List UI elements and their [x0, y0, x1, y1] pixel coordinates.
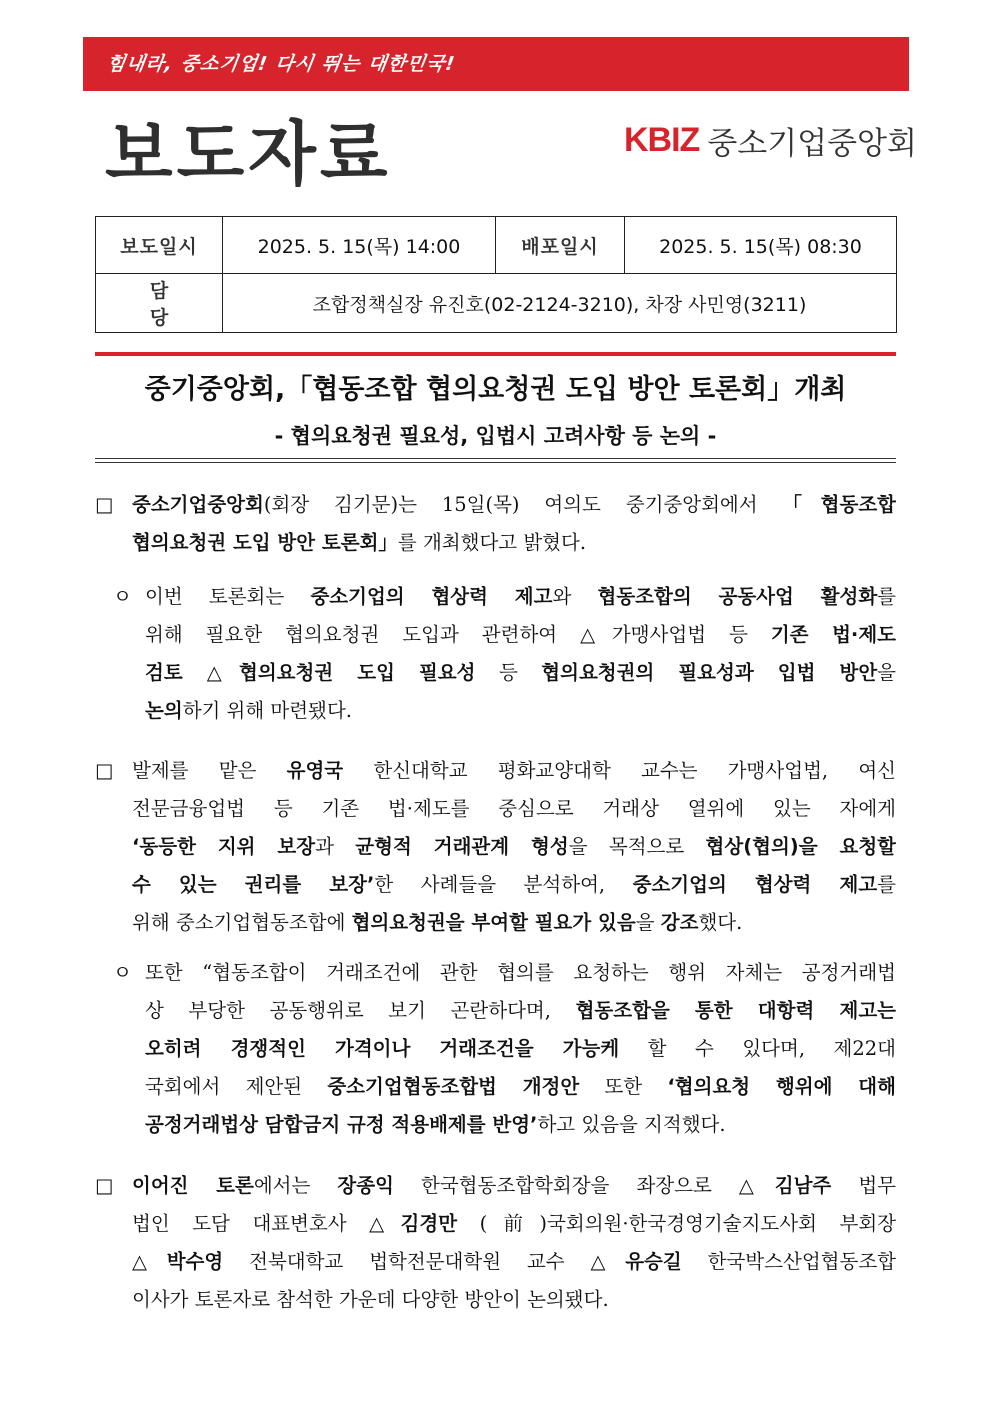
text-line: ‘동등한 지위 보장과 균형적 거래관계 형성을 목적으로 협상(협의)을 요청할 [132, 835, 896, 858]
text-line: 위해 필요한 협의요청권 도입과 관련하여 △가맹사업법 등 기존 법·제도 [145, 623, 896, 646]
subheadline: - 협의요청권 필요성, 입법시 고려사항 등 논의 - [274, 424, 717, 448]
text-line: 이어진 토론에서는 장종익 한국협동조합학회장을 좌장으로 △김남주 법무 [132, 1174, 896, 1197]
text-line: 상 부당한 공동행위로 보기 곤란하다며, 협동조합을 통한 대항력 제고는 [145, 999, 896, 1022]
text-line: 공정거래법상 담합금지 규정 적용배제를 반영’하고 있음을 지적했다. [145, 1113, 726, 1136]
square-bullet: □ [95, 1174, 114, 1197]
paragraph-2-detail [95, 954, 896, 1144]
text-line: 오히려 경쟁적인 가격이나 거래조건을 가능케 할 수 있다며, 제22대 [145, 1037, 896, 1060]
distribute-date-value: 2025. 5. 15(목) 08:30 [625, 217, 897, 274]
slogan-banner [83, 37, 909, 91]
square-bullet: □ [95, 759, 114, 782]
headline: 중기중앙회,「협동조합 협의요청권 도입 방안 토론회」개최 [144, 374, 847, 405]
release-date-value: 2025. 5. 15(목) 14:00 [223, 217, 496, 274]
paragraph-2 [95, 752, 896, 942]
logo-name: 중소기업중앙회 [707, 126, 917, 162]
logo-mark: KBIZ [624, 121, 700, 159]
square-bullet: □ [95, 493, 114, 516]
text-line: 중소기업중앙회(회장 김기문)는 15일(목) 여의도 중기중앙회에서 「협동조합 [132, 493, 896, 516]
release-info-table [95, 216, 897, 333]
distribute-date-label: 배포일시 [496, 217, 625, 274]
contact-value: 조합정책실장 유진호(02-2124-3210), 차장 사민영(3211) [223, 274, 897, 333]
text-line: 법인 도담 대표변호사 △김경만 (前)국회의원·한국경영기술지도사회 부회장 [132, 1212, 896, 1235]
text-line: △박수영 전북대학교 법학전문대학원 교수 △유승길 한국박스산업협동조합 [132, 1250, 896, 1273]
paragraph-1 [95, 486, 896, 562]
paragraph-3 [95, 1167, 896, 1319]
release-date-label: 보도일시 [96, 217, 223, 274]
paragraph-1-detail [95, 578, 896, 730]
text-line: 국회에서 제안된 중소기업협동조합법 개정안 또한 ‘협의요청 행위에 대해 [145, 1075, 896, 1098]
text-line: 검토 △협의요청권 도입 필요성 등 협의요청권의 필요성과 입법 방안을 [145, 661, 896, 684]
red-divider [95, 352, 896, 356]
circle-bullet: ㅇ [113, 585, 132, 608]
text-line: 또한 “협동조합이 거래조건에 관한 협의를 요청하는 행위 자체는 공정거래법 [145, 961, 896, 984]
kbiz-logo [624, 118, 917, 162]
text-line: 논의하기 위해 마련됐다. [145, 699, 352, 722]
text-line: 위해 중소기업협동조합에 협의요청권을 부여할 필요가 있음을 강조했다. [132, 911, 743, 934]
text-line: 발제를 맡은 유영국 한신대학교 평화교양대학 교수는 가맹사업법, 여신 [132, 759, 896, 782]
text-line: 이번 토론회는 중소기업의 협상력 제고와 협동조합의 공동사업 활성화를 [145, 585, 896, 608]
press-release-title: 보도자료 [105, 113, 392, 195]
text-line: 수 있는 권리를 보장’한 사례들을 분석하여, 중소기업의 협상력 제고를 [132, 873, 896, 896]
double-divider [95, 458, 896, 463]
slogan-text: 힘내라, 중소기업! 다시 뛰는 대한민국! [105, 53, 457, 75]
contact-label: 담당 [96, 274, 223, 333]
text-line: 이사가 토론자로 참석한 가운데 다양한 방안이 논의됐다. [132, 1288, 609, 1311]
text-line: 전문금융업법 등 기존 법·제도를 중심으로 거래상 열위에 있는 자에게 [132, 797, 896, 820]
text-line: 협의요청권 도입 방안 토론회」를 개최했다고 밝혔다. [132, 531, 587, 554]
circle-bullet: ㅇ [113, 961, 132, 984]
